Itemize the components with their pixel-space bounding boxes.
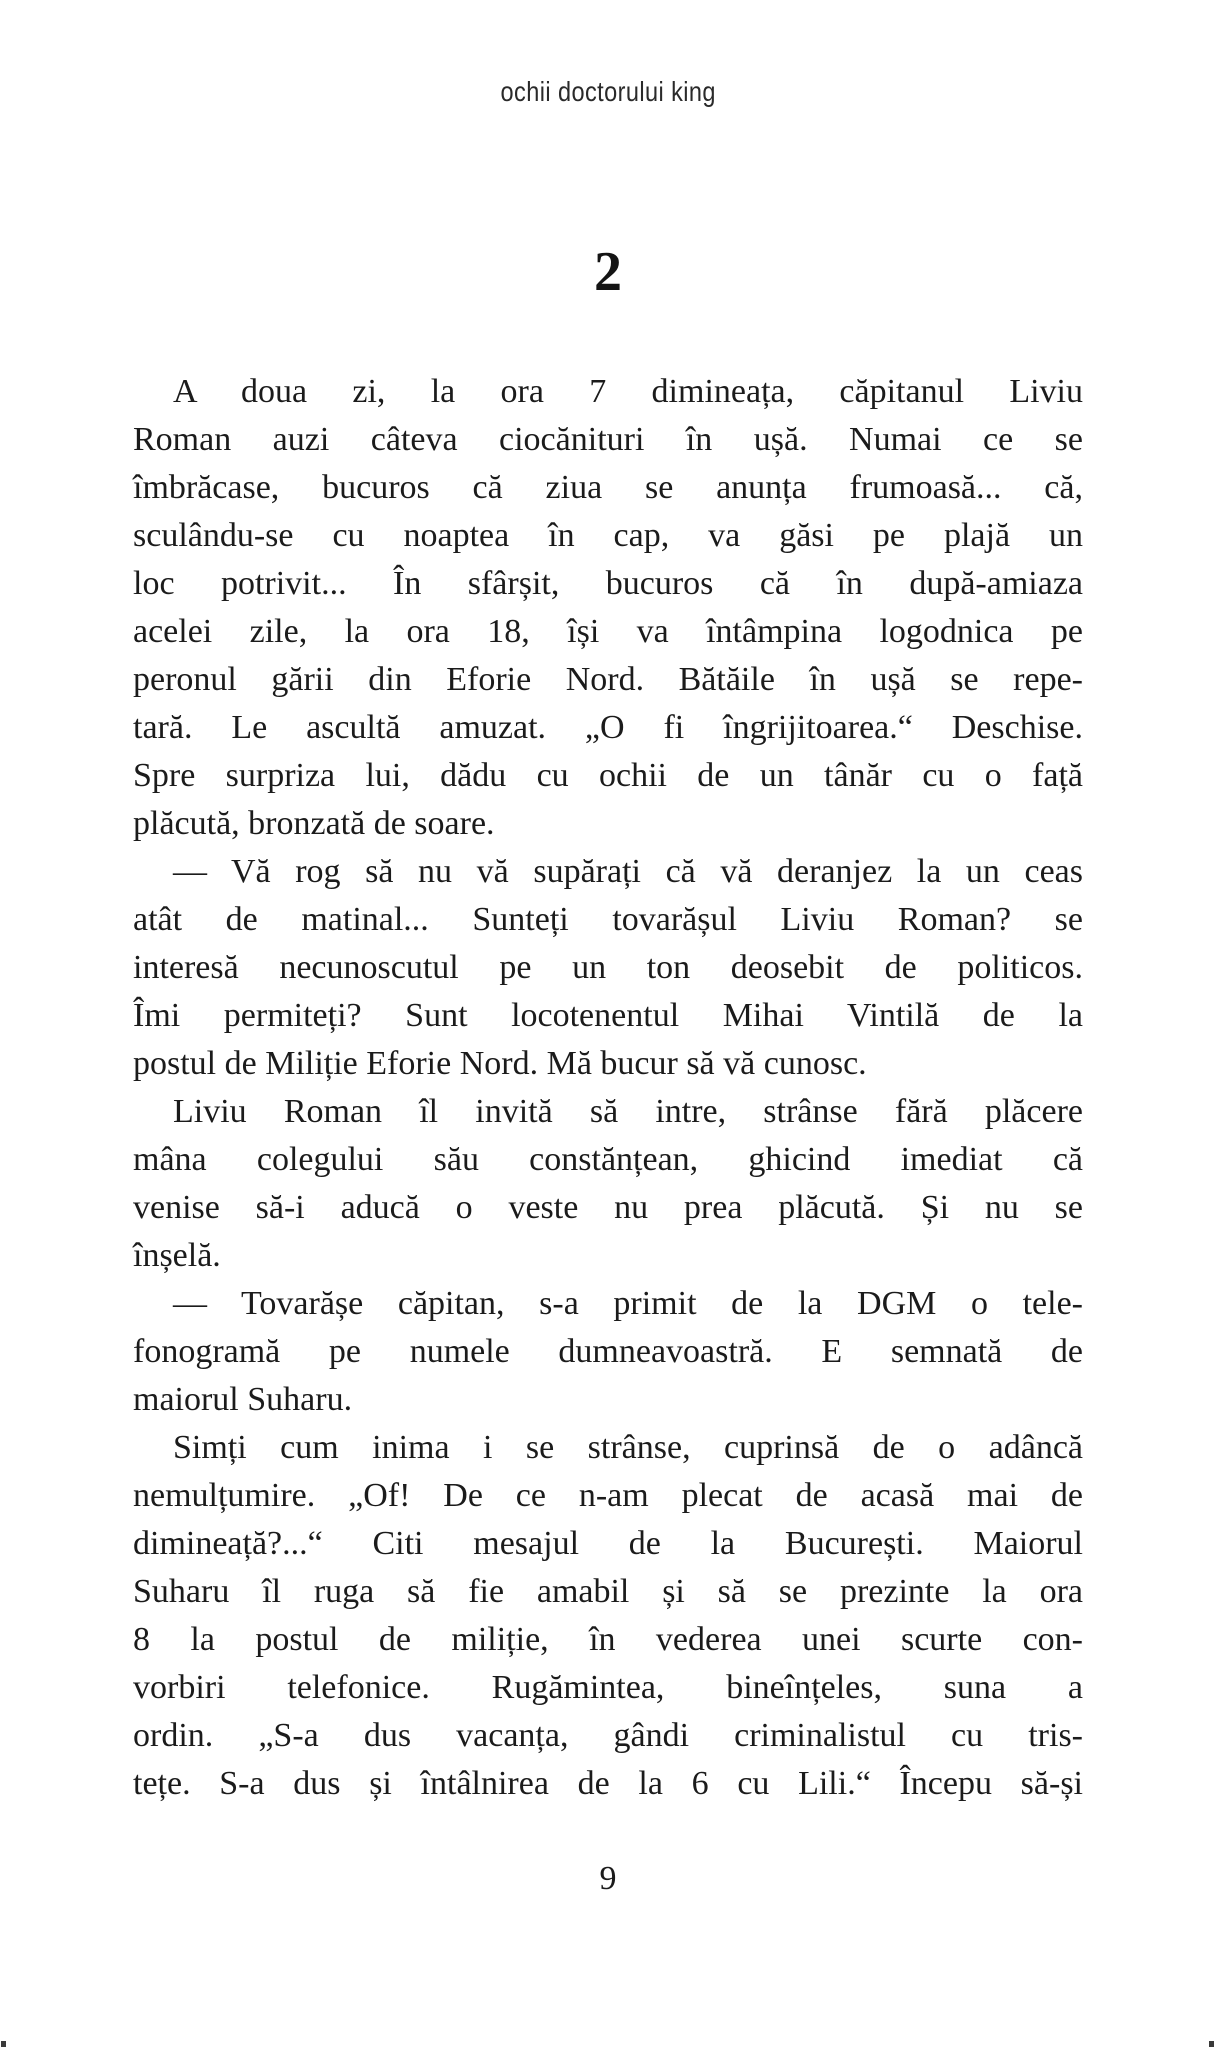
- text-line: maiorul Suharu.: [133, 1381, 353, 1418]
- text-line: plăcută, bronzată de soare.: [133, 805, 495, 842]
- text-line: dimineață?...“ Citi mesajul de la București. Maiorul: [133, 1525, 1083, 1562]
- text-line: — Vă rog să nu vă supărați că vă deranjez la un ceas: [173, 853, 1083, 890]
- running-header: [0, 76, 1216, 108]
- text-line: acelei zile, la ora 18, își va întâmpina logodnica pe: [133, 613, 1083, 650]
- text-line: interesă necunoscutul pe un ton deosebit de politicos.: [133, 949, 1083, 986]
- text-line: Roman auzi câteva ciocănituri în ușă. Numai ce se: [133, 421, 1083, 458]
- text-line: postul de Miliție Eforie Nord. Mă bucur să vă cunosc.: [133, 1045, 867, 1082]
- text-line: atât de matinal... Sunteți tovarășul Liviu Roman? se: [133, 901, 1083, 938]
- text-line: venise să-i aducă o veste nu prea plăcută. Și nu se: [133, 1189, 1083, 1226]
- scan-artifact-left: [1, 2041, 6, 2047]
- text-line: tețe. S-a dus și întâlnirea de la 6 cu Lili.“ Începu să-și: [133, 1765, 1083, 1802]
- body-text: [133, 368, 1083, 1808]
- text-line: loc potrivit... În sfârșit, bucuros că în după-amiaza: [133, 565, 1083, 602]
- text-line: nemulțumire. „Of! De ce n-am plecat de acasă mai de: [133, 1477, 1083, 1514]
- text-line: mâna colegului său constănțean, ghicind imediat că: [133, 1141, 1083, 1178]
- chapter-number: 2: [594, 241, 622, 303]
- text-line: îmbrăcase, bucuros că ziua se anunța frumoasă... că,: [133, 469, 1083, 506]
- text-line: peronul gării din Eforie Nord. Bătăile în ușă se repe-: [133, 661, 1083, 698]
- text-line: Liviu Roman îl invită să intre, strânse fără plăcere: [173, 1093, 1083, 1130]
- text-line: 8 la postul de miliție, în vederea unei scurte con-: [133, 1621, 1083, 1658]
- text-line: vorbiri telefonice. Rugămintea, bineînțeles, suna a: [133, 1669, 1083, 1706]
- text-line: Simți cum inima i se strânse, cuprinsă de o adâncă: [173, 1429, 1083, 1466]
- text-line: Suharu îl ruga să fie amabil și să se prezinte la ora: [133, 1573, 1083, 1610]
- scan-artifact-right: [1209, 2041, 1214, 2047]
- text-line: Îmi permiteți? Sunt locotenentul Mihai Vintilă de la: [133, 997, 1083, 1034]
- text-line: fonogramă pe numele dumneavoastră. E semnată de: [133, 1333, 1083, 1370]
- text-line: Spre surpriza lui, dădu cu ochii de un tânăr cu o față: [133, 757, 1083, 794]
- text-line: înșelă.: [133, 1237, 221, 1274]
- text-line: A doua zi, la ora 7 dimineața, căpitanul Liviu: [173, 373, 1083, 410]
- text-line: sculându-se cu noaptea în cap, va găsi pe plajă un: [133, 517, 1083, 554]
- text-line: — Tovarășe căpitan, s-a primit de la DGM o tele-: [173, 1285, 1083, 1322]
- text-line: ordin. „S-a dus vacanța, gândi criminalistul cu tris-: [133, 1717, 1083, 1754]
- page-number: 9: [599, 1860, 617, 1897]
- text-line: tară. Le ascultă amuzat. „O fi îngrijitoarea.“ Deschise.: [133, 709, 1083, 746]
- running-header-text: ochii doctorului king: [500, 76, 716, 107]
